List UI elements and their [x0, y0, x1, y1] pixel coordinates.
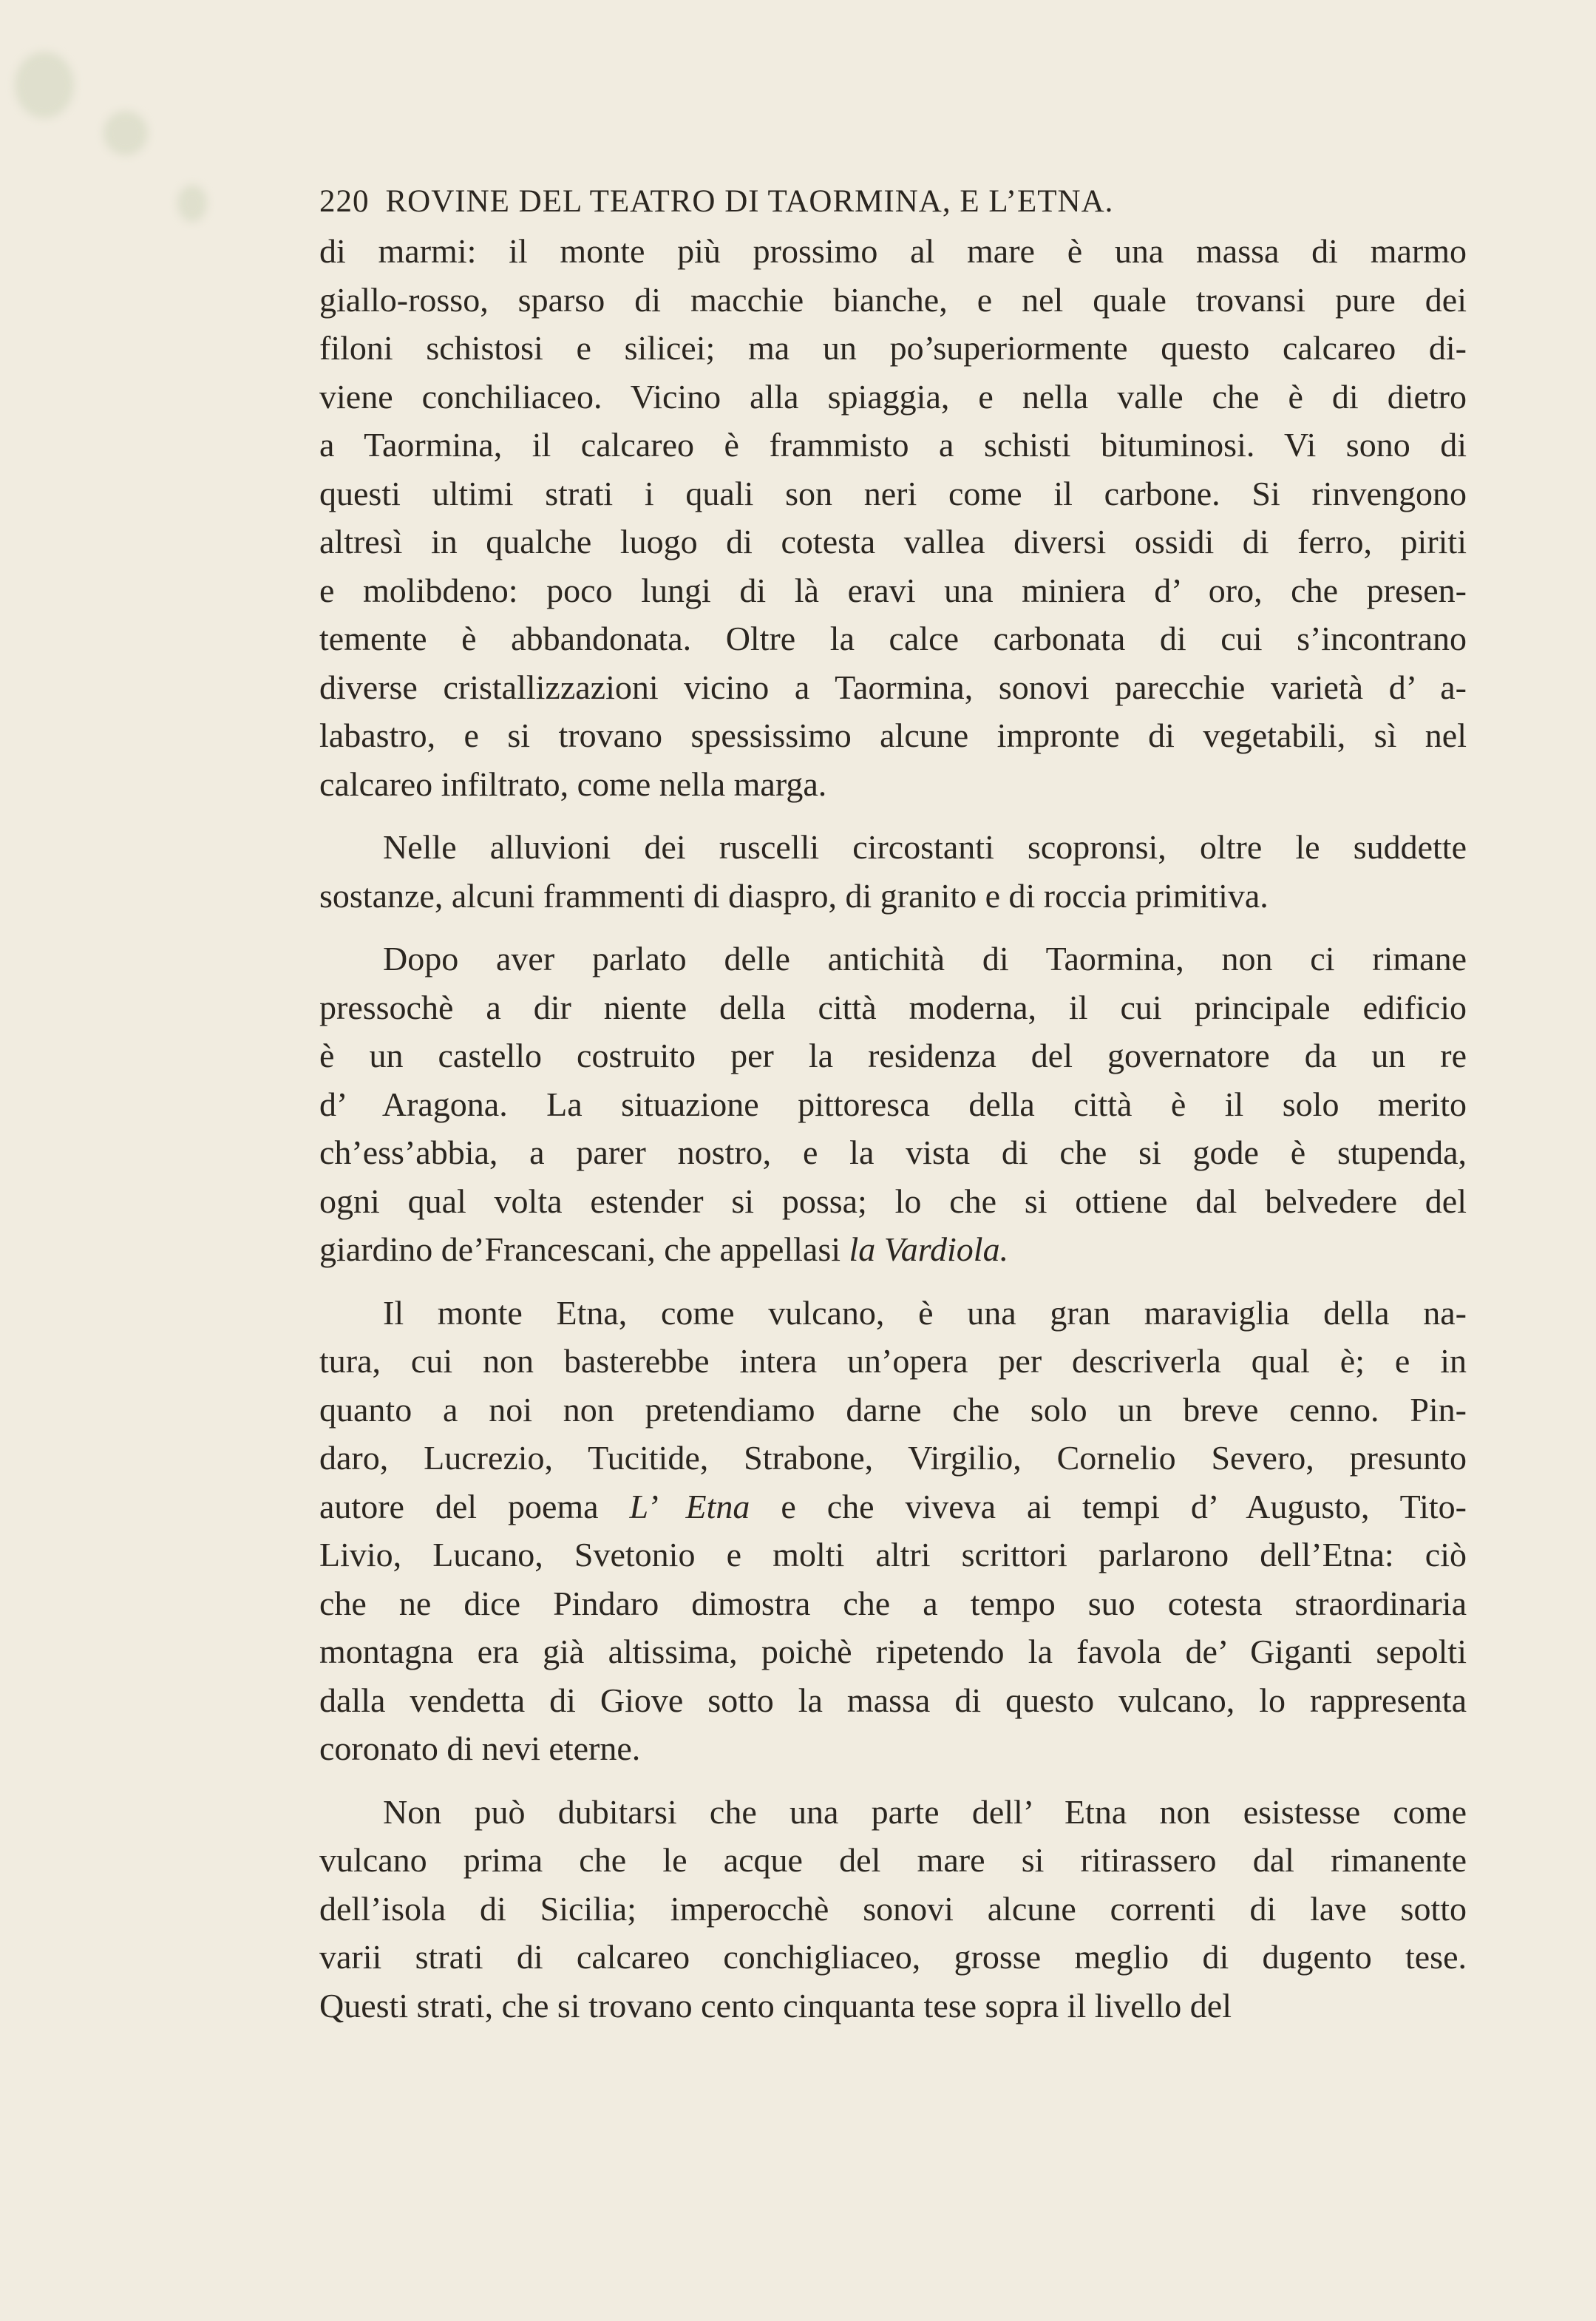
paragraph-gap: [319, 808, 1467, 823]
text-line: filoni schistosi e silicei; ma un po’superiormente questo calcareo di-: [319, 329, 1467, 367]
text-line: Questi strati, che si trovano cento cinquanta tese sopra il livello del: [319, 1986, 1232, 2024]
text-line: Il monte Etna, come vulcano, è una gran maraviglia della na-: [383, 1293, 1467, 1332]
text-line: vulcano prima che le acque del mare si ritirassero dal rimanente: [319, 1841, 1467, 1879]
paper-stain: [177, 185, 207, 222]
italic-title: la Vardiola.: [849, 1230, 1009, 1268]
page-number: 220: [319, 184, 370, 219]
text-line: labastro, e si trovano spessissimo alcune impronte di vegetabili, sì nel: [319, 716, 1467, 754]
paragraph: [319, 227, 1467, 808]
text-line: coronato di nevi eterne.: [319, 1729, 641, 1767]
text-line: varii strati di calcareo conchigliaceo, grosse meglio di dugento tese.: [319, 1938, 1467, 1976]
paragraph-gap: [319, 1773, 1467, 1788]
text-line: daro, Lucrezio, Tucitide, Strabone, Virgilio, Cornelio Severo, presunto: [319, 1439, 1467, 1477]
paragraph-gap: [319, 920, 1467, 935]
text-line: è un castello costruito per la residenza del governatore da un re: [319, 1037, 1467, 1074]
text-line: quanto a noi non pretendiamo darne che solo un breve cenno. Pin-: [319, 1390, 1467, 1429]
text-line: altresì in qualche luogo di cotesta vallea diversi ossidi di ferro, piriti: [319, 523, 1467, 560]
body-text: [319, 227, 1467, 2030]
italic-title: L’ Etna: [629, 1487, 750, 1525]
text-line: giallo-rosso, sparso di macchie bianche, e nel quale trovansi pure dei: [319, 280, 1467, 319]
paragraph-gap: [319, 1274, 1467, 1289]
text-line: giardino de’Francescani, che appellasi la Vardiola.: [319, 1230, 1009, 1268]
text-line: e molibdeno: poco lungi di là eravi una miniera d’ oro, che presen-: [319, 571, 1467, 609]
paragraph: [319, 935, 1467, 1274]
text-line: Livio, Lucano, Svetonio e molti altri scrittori parlarono dell’Etna: ciò: [319, 1536, 1467, 1573]
text-line: questi ultimi strati i quali son neri come il carbone. Si rinvengono: [319, 474, 1467, 512]
text-line: Non può dubitarsi che una parte dell’ Etna non esistesse come: [383, 1792, 1467, 1831]
paper-stain: [103, 111, 148, 155]
text-line: ogni qual volta estender si possa; lo che si ottiene dal belvedere del: [319, 1182, 1467, 1220]
text-line: autore del poema L’ Etna e che viveva ai tempi d’ Augusto, Tito-: [319, 1487, 1467, 1525]
text-line: ch’ess’abbia, a parer nostro, e la vista di che si gode è stupenda,: [319, 1134, 1467, 1171]
text-line: tura, cui non basterebbe intera un’opera per descriverla qual è; e in: [319, 1342, 1467, 1380]
text-line: dalla vendetta di Giove sotto la massa di questo vulcano, lo rappresenta: [319, 1681, 1467, 1719]
running-title: ROVINE DEL TEATRO DI TAORMINA, E L’ETNA.: [385, 184, 1114, 219]
text-line: temente è abbandonata. Oltre la calce carbonata di cui s’incontrano: [319, 620, 1467, 657]
text-line: sostanze, alcuni frammenti di diaspro, di granito e di roccia primitiva.: [319, 876, 1269, 915]
paragraph: [319, 1289, 1467, 1773]
text-line: che ne dice Pindaro dimostra che a tempo suo cotesta straordinaria: [319, 1584, 1467, 1622]
paragraph: [319, 1788, 1467, 2030]
text-line: dell’isola di Sicilia; imperocchè sonovi alcune correnti di lave sotto: [319, 1889, 1467, 1928]
text-line: diverse cristallizzazioni vicino a Taormina, sonovi parecchie varietà d’ a-: [319, 668, 1467, 706]
paper-stain: [15, 52, 74, 118]
text-line: viene conchiliaceo. Vicino alla spiaggia, e nella valle che è di dietro: [319, 377, 1467, 416]
text-line: calcareo infiltrato, come nella marga.: [319, 765, 827, 803]
running-header: [319, 180, 1473, 224]
text-line: Dopo aver parlato delle antichità di Taormina, non ci rimane: [383, 940, 1467, 977]
text-line: d’ Aragona. La situazione pittoresca della città è il solo merito: [319, 1085, 1467, 1123]
text-line: montagna era già altissima, poichè ripetendo la favola de’ Giganti sepolti: [319, 1633, 1467, 1670]
text-line: Nelle alluvioni dei ruscelli circostanti scopronsi, oltre le suddette: [383, 828, 1467, 866]
paragraph: [319, 823, 1467, 920]
text-line: di marmi: il monte più prossimo al mare è una massa di marmo: [319, 232, 1467, 270]
text-line: a Taormina, il calcareo è frammisto a schisti bituminosi. Vi sono di: [319, 426, 1467, 464]
text-line: pressochè a dir niente della città moderna, il cui principale edificio: [319, 988, 1467, 1026]
